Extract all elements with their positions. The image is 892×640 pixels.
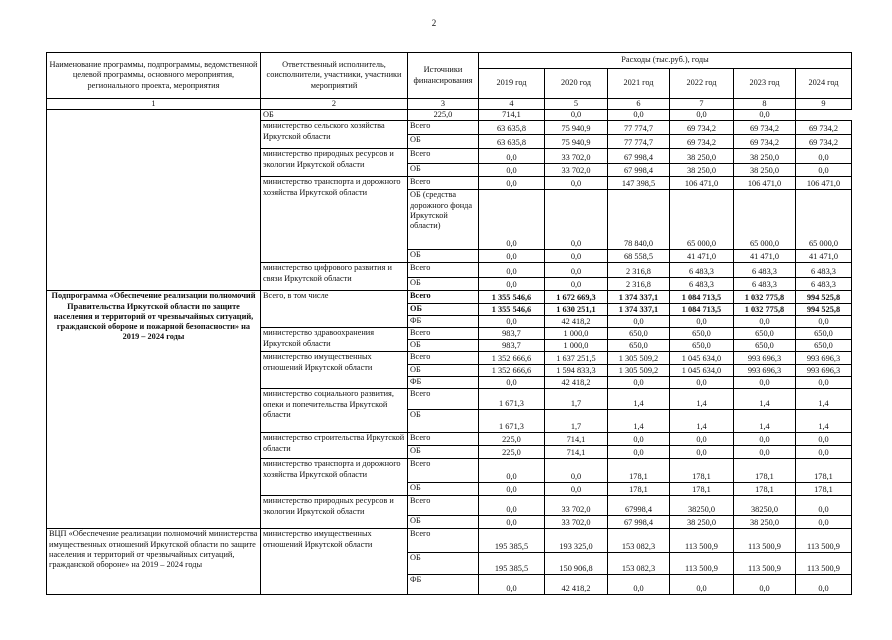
amount-cell: 0,0 (670, 433, 734, 446)
amount-cell: 150 906,8 (545, 553, 608, 575)
amount-cell: 225,0 (408, 110, 479, 121)
amount-cell: 0,0 (734, 377, 796, 389)
amount-cell: 65 000,0 (734, 190, 796, 250)
amount-cell: 33 702,0 (545, 149, 608, 164)
amount-cell: 1 045 634,0 (670, 365, 734, 377)
amount-cell: 1 084 713,5 (670, 304, 734, 316)
header-year: 2021 год (608, 69, 670, 99)
column-number: 3 (408, 99, 479, 110)
executor-name: министерство сельского хозяйства Иркутской области (261, 121, 408, 149)
funding-source: ОБ (408, 135, 479, 149)
funding-source: ОБ (408, 304, 479, 316)
amount-cell: 0,0 (479, 263, 545, 278)
amount-cell: 1 630 251,1 (545, 304, 608, 316)
amount-cell: 1 355 546,6 (479, 291, 545, 304)
amount-cell: 106 471,0 (734, 177, 796, 190)
header-year: 2020 год (545, 69, 608, 99)
amount-cell: 0,0 (545, 278, 608, 291)
amount-cell: 714,1 (545, 433, 608, 446)
funding-source: ОБ (408, 250, 479, 263)
amount-cell: 0,0 (545, 110, 608, 121)
amount-cell: 1 594 833,3 (545, 365, 608, 377)
amount-cell: 38250,0 (734, 496, 796, 516)
funding-source: ОБ (408, 340, 479, 352)
amount-cell: 42 418,2 (545, 575, 608, 595)
amount-cell: 1 305 509,2 (608, 352, 670, 365)
amount-cell: 153 082,3 (608, 529, 670, 553)
amount-cell: 0,0 (545, 459, 608, 483)
executor-name: министерство цифрового развития и связи Иркутской области (261, 263, 408, 291)
amount-cell: 0,0 (479, 496, 545, 516)
amount-cell: 69 734,2 (670, 135, 734, 149)
funding-source: ОБ (средства дорожного фонда Иркутской области) (408, 190, 479, 250)
amount-cell: 63 635,8 (479, 135, 545, 149)
amount-cell: 42 418,2 (545, 377, 608, 389)
column-number: 1 (47, 99, 261, 110)
amount-cell: 0,0 (796, 433, 852, 446)
amount-cell: 6 483,3 (734, 278, 796, 291)
amount-cell: 33 702,0 (545, 164, 608, 177)
amount-cell: 41 471,0 (734, 250, 796, 263)
amount-cell: 650,0 (734, 340, 796, 352)
amount-cell: 1,4 (796, 389, 852, 410)
amount-cell: 983,7 (479, 340, 545, 352)
amount-cell: 1,4 (670, 410, 734, 433)
amount-cell: 178,1 (670, 483, 734, 496)
amount-cell: 178,1 (796, 483, 852, 496)
amount-cell: 1,4 (608, 410, 670, 433)
column-number: 4 (479, 99, 545, 110)
amount-cell: 0,0 (545, 483, 608, 496)
funding-source: Всего (408, 352, 479, 365)
amount-cell: 42 418,2 (545, 316, 608, 328)
funding-source: Всего (408, 433, 479, 446)
amount-cell: 33 702,0 (545, 516, 608, 529)
amount-cell: 993 696,3 (734, 365, 796, 377)
funding-source: ОБ (408, 365, 479, 377)
subprogram-name: Подпрограмма «Обеспечение реализации полномочий Правительства Иркутской области по защите населения и территорий от чрезвычайных ситуаций, гражданской обороне и пожарной безопасности» на 2019 – 2024 годы (47, 291, 261, 529)
funding-source: Всего (408, 529, 479, 553)
amount-cell: 0,0 (734, 575, 796, 595)
amount-cell: 0,0 (796, 575, 852, 595)
amount-cell: 113 500,9 (670, 553, 734, 575)
amount-cell: 0,0 (796, 496, 852, 516)
amount-cell: 0,0 (796, 149, 852, 164)
table-row (47, 529, 852, 553)
amount-cell: 69 734,2 (734, 121, 796, 135)
header-executor: Ответственный исполнитель, соисполнители, участники, участники мероприятий (261, 53, 408, 99)
program-name-cell (47, 110, 261, 291)
amount-cell: 0,0 (479, 190, 545, 250)
amount-cell: 0,0 (545, 250, 608, 263)
amount-cell: 6 483,3 (796, 278, 852, 291)
funding-source: ОБ (408, 483, 479, 496)
funding-source: Всего (408, 149, 479, 164)
header-year: 2019 год (479, 69, 545, 99)
amount-cell: 195 385,5 (479, 529, 545, 553)
amount-cell: 0,0 (479, 250, 545, 263)
amount-cell: 33 702,0 (545, 496, 608, 516)
amount-cell: 1 000,0 (545, 328, 608, 340)
amount-cell: 41 471,0 (796, 250, 852, 263)
amount-cell: 38 250,0 (670, 164, 734, 177)
amount-cell: 1 671,3 (479, 410, 545, 433)
amount-cell: 67998,4 (608, 496, 670, 516)
amount-cell: 75 940,9 (545, 121, 608, 135)
amount-cell: 0,0 (796, 316, 852, 328)
table-body (47, 110, 852, 595)
amount-cell: 0,0 (479, 149, 545, 164)
executor-name: министерство имущественных отношений Иркутской области (261, 529, 408, 595)
header-year: 2023 год (734, 69, 796, 99)
amount-cell: 113 500,9 (796, 529, 852, 553)
amount-cell: 1 045 634,0 (670, 352, 734, 365)
amount-cell: 2 316,8 (608, 278, 670, 291)
amount-cell: 0,0 (796, 516, 852, 529)
amount-cell: 0,0 (670, 316, 734, 328)
amount-cell: 0,0 (479, 316, 545, 328)
amount-cell: 67 998,4 (608, 516, 670, 529)
amount-cell: 38 250,0 (670, 149, 734, 164)
funding-source: ОБ (408, 278, 479, 291)
vcp-name: ВЦП «Обеспечение реализации полномочий министерства имущественных отношений Иркутской области по защите населения и территорий от чрезвычайных ситуаций, гражданской обороне» на 2019 – 2024 годы (47, 529, 261, 595)
amount-cell: 1,4 (734, 410, 796, 433)
amount-cell: 0,0 (479, 459, 545, 483)
amount-cell: 113 500,9 (670, 529, 734, 553)
amount-cell: 178,1 (796, 459, 852, 483)
amount-cell: 225,0 (479, 446, 545, 459)
funding-source: ОБ (261, 110, 408, 121)
amount-cell: 0,0 (479, 377, 545, 389)
amount-cell: 106 471,0 (796, 177, 852, 190)
amount-cell: 153 082,3 (608, 553, 670, 575)
amount-cell: 0,0 (670, 377, 734, 389)
amount-cell: 1 672 669,3 (545, 291, 608, 304)
amount-cell: 0,0 (734, 433, 796, 446)
amount-cell: 1 084 713,5 (670, 291, 734, 304)
amount-cell: 147 398,5 (608, 177, 670, 190)
funding-source: ОБ (408, 446, 479, 459)
amount-cell: 6 483,3 (670, 263, 734, 278)
amount-cell: 113 500,9 (796, 553, 852, 575)
amount-cell: 0,0 (734, 110, 796, 121)
funding-source: ОБ (408, 164, 479, 177)
amount-cell: 1,7 (545, 389, 608, 410)
column-number: 8 (734, 99, 796, 110)
amount-cell: 2 316,8 (608, 263, 670, 278)
header-year: 2024 год (796, 69, 852, 99)
header-expenses: Расходы (тыс.руб.), годы (479, 53, 852, 69)
funding-source: Всего (408, 496, 479, 516)
page-number: 2 (431, 18, 437, 28)
table-header (47, 53, 852, 110)
amount-cell: 1 374 337,1 (608, 291, 670, 304)
funding-source: ОБ (408, 516, 479, 529)
amount-cell: 0,0 (479, 177, 545, 190)
amount-cell: 195 385,5 (479, 553, 545, 575)
amount-cell: 38250,0 (670, 496, 734, 516)
header-funding-source: Источники финансирования (408, 53, 479, 99)
funding-source: ОБ (408, 553, 479, 575)
amount-cell: 993 696,3 (796, 365, 852, 377)
executor-name: министерство транспорта и дорожного хозяйства Иркутской области (261, 177, 408, 263)
amount-cell: 69 734,2 (796, 121, 852, 135)
executor-name: министерство строительства Иркутской области (261, 433, 408, 459)
amount-cell: 67 998,4 (608, 164, 670, 177)
amount-cell: 78 840,0 (608, 190, 670, 250)
amount-cell: 38 250,0 (734, 149, 796, 164)
amount-cell: 1,7 (545, 410, 608, 433)
amount-cell: 6 483,3 (734, 263, 796, 278)
column-number: 9 (796, 99, 852, 110)
amount-cell: 69 734,2 (734, 135, 796, 149)
amount-cell: 77 774,7 (608, 121, 670, 135)
amount-cell: 994 525,8 (796, 304, 852, 316)
amount-cell: 0,0 (545, 190, 608, 250)
amount-cell: 0,0 (734, 446, 796, 459)
amount-cell: 0,0 (608, 110, 670, 121)
executor-name: министерство природных ресурсов и экологии Иркутской области (261, 149, 408, 177)
column-number: 6 (608, 99, 670, 110)
funding-source: Всего (408, 263, 479, 278)
amount-cell: 41 471,0 (670, 250, 734, 263)
amount-cell: 0,0 (479, 164, 545, 177)
amount-cell: 0,0 (479, 483, 545, 496)
funding-source: ФБ (408, 377, 479, 389)
executor-name: министерство социального развития, опеки и попечительства Иркутской области (261, 389, 408, 433)
table-row (47, 291, 852, 304)
amount-cell: 6 483,3 (670, 278, 734, 291)
amount-cell: 68 558,5 (608, 250, 670, 263)
amount-cell: 225,0 (479, 433, 545, 446)
amount-cell: 0,0 (479, 516, 545, 529)
amount-cell: 0,0 (796, 377, 852, 389)
amount-cell: 983,7 (479, 328, 545, 340)
amount-cell: 63 635,8 (479, 121, 545, 135)
amount-cell: 113 500,9 (734, 553, 796, 575)
funding-source: Всего (408, 389, 479, 410)
amount-cell: 0,0 (608, 433, 670, 446)
amount-cell: 1 352 666,6 (479, 365, 545, 377)
amount-cell: 650,0 (608, 328, 670, 340)
amount-cell: 1,4 (796, 410, 852, 433)
amount-cell: 714,1 (545, 446, 608, 459)
column-number: 5 (545, 99, 608, 110)
amount-cell: 113 500,9 (734, 529, 796, 553)
amount-cell: 0,0 (670, 575, 734, 595)
amount-cell: 1 374 337,1 (608, 304, 670, 316)
amount-cell: 650,0 (796, 340, 852, 352)
funding-source: ФБ (408, 316, 479, 328)
amount-cell: 650,0 (670, 328, 734, 340)
amount-cell: 994 525,8 (796, 291, 852, 304)
amount-cell: 1,4 (608, 389, 670, 410)
amount-cell: 1 637 251,5 (545, 352, 608, 365)
funding-source: ОБ (408, 410, 479, 433)
executor-name: Всего, в том числе (261, 291, 408, 328)
amount-cell: 1 032 775,8 (734, 291, 796, 304)
table-row (47, 110, 852, 121)
amount-cell: 1,4 (670, 389, 734, 410)
amount-cell: 65 000,0 (796, 190, 852, 250)
amount-cell: 38 250,0 (734, 164, 796, 177)
amount-cell: 0,0 (608, 446, 670, 459)
funding-source: Всего (408, 328, 479, 340)
funding-source: Всего (408, 459, 479, 483)
amount-cell: 178,1 (608, 483, 670, 496)
amount-cell: 0,0 (608, 377, 670, 389)
executor-name: министерство природных ресурсов и экологии Иркутской области (261, 496, 408, 529)
amount-cell: 77 774,7 (608, 135, 670, 149)
amount-cell: 1 305 509,2 (608, 365, 670, 377)
amount-cell: 0,0 (796, 164, 852, 177)
amount-cell: 1 352 666,6 (479, 352, 545, 365)
amount-cell: 178,1 (734, 459, 796, 483)
header-program-name: Наименование программы, подпрограммы, ведомственной целевой программы, основного мероприятия, регионального проекта, мероприятия (47, 53, 261, 99)
amount-cell: 0,0 (479, 278, 545, 291)
column-number: 2 (261, 99, 408, 110)
amount-cell: 6 483,3 (796, 263, 852, 278)
amount-cell: 38 250,0 (670, 516, 734, 529)
budget-table (46, 52, 852, 595)
amount-cell: 69 734,2 (796, 135, 852, 149)
amount-cell: 0,0 (670, 110, 734, 121)
funding-source: Всего (408, 291, 479, 304)
amount-cell: 0,0 (796, 446, 852, 459)
executor-name: министерство здравоохранения Иркутской области (261, 328, 408, 352)
amount-cell: 106 471,0 (670, 177, 734, 190)
amount-cell: 178,1 (734, 483, 796, 496)
amount-cell: 0,0 (608, 575, 670, 595)
amount-cell: 38 250,0 (734, 516, 796, 529)
amount-cell: 69 734,2 (670, 121, 734, 135)
amount-cell: 0,0 (734, 316, 796, 328)
amount-cell: 714,1 (479, 110, 545, 121)
amount-cell: 650,0 (670, 340, 734, 352)
amount-cell: 65 000,0 (670, 190, 734, 250)
amount-cell: 1,4 (734, 389, 796, 410)
funding-source: ФБ (408, 575, 479, 595)
amount-cell: 650,0 (608, 340, 670, 352)
amount-cell: 650,0 (796, 328, 852, 340)
executor-name: министерство транспорта и дорожного хозяйства Иркутской области (261, 459, 408, 496)
funding-source: Всего (408, 121, 479, 135)
amount-cell: 1 355 546,6 (479, 304, 545, 316)
amount-cell: 1 671,3 (479, 389, 545, 410)
amount-cell: 993 696,3 (796, 352, 852, 365)
amount-cell: 0,0 (670, 446, 734, 459)
amount-cell: 1 000,0 (545, 340, 608, 352)
amount-cell: 178,1 (670, 459, 734, 483)
column-number: 7 (670, 99, 734, 110)
header-year: 2022 год (670, 69, 734, 99)
amount-cell: 178,1 (608, 459, 670, 483)
amount-cell: 193 325,0 (545, 529, 608, 553)
executor-name: министерство имущественных отношений Иркутской области (261, 352, 408, 389)
amount-cell: 0,0 (545, 263, 608, 278)
funding-source: Всего (408, 177, 479, 190)
amount-cell: 67 998,4 (608, 149, 670, 164)
amount-cell: 650,0 (734, 328, 796, 340)
amount-cell: 1 032 775,8 (734, 304, 796, 316)
amount-cell: 0,0 (545, 177, 608, 190)
amount-cell: 993 696,3 (734, 352, 796, 365)
amount-cell: 75 940,9 (545, 135, 608, 149)
amount-cell: 0,0 (608, 316, 670, 328)
amount-cell: 0,0 (479, 575, 545, 595)
